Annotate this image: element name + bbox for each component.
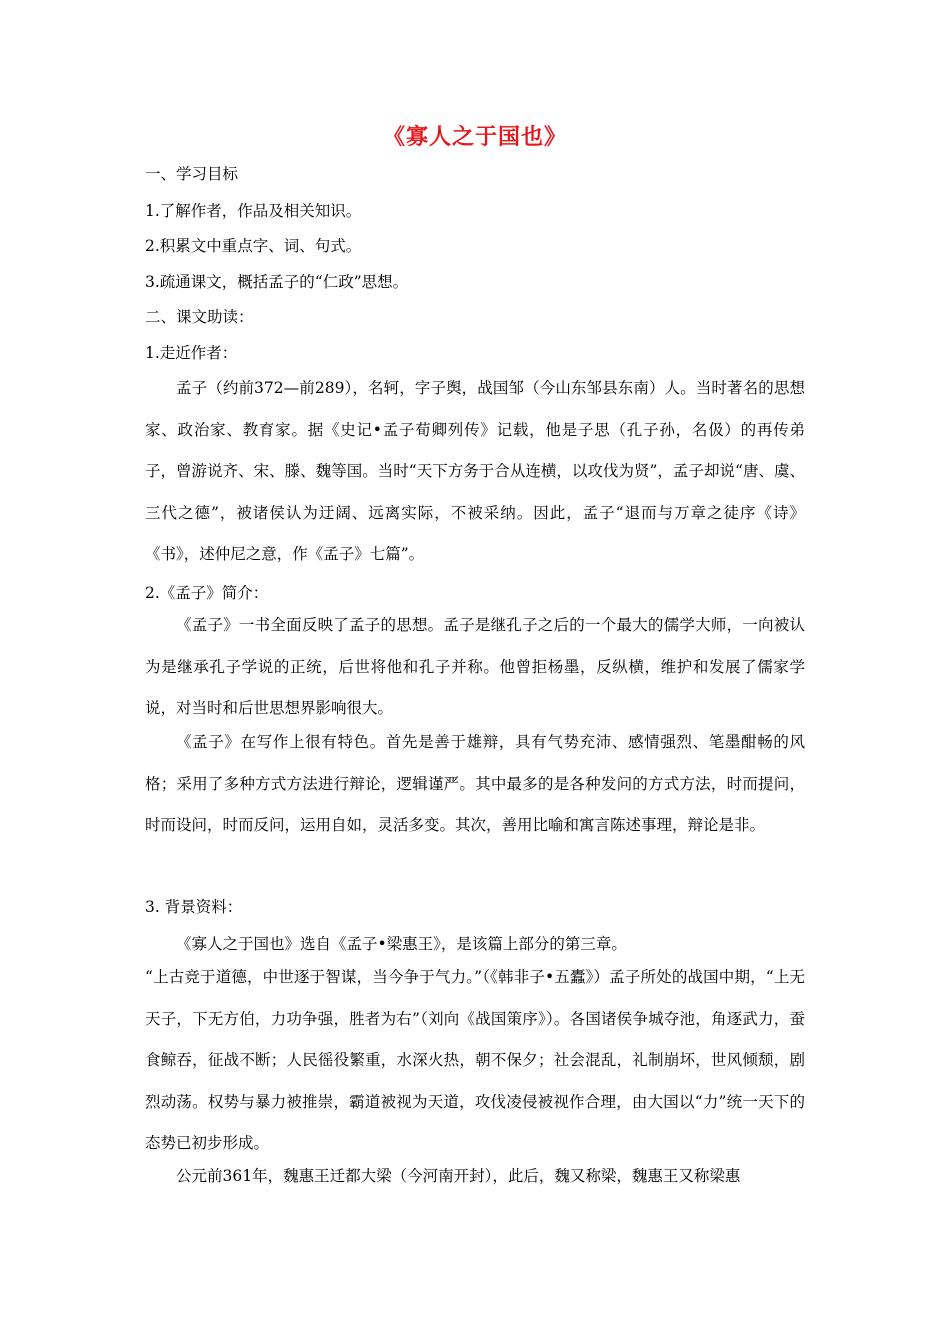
background-paragraph-2: “上古竞于道德，中世逐于智谋，当今争于气力。”（《韩非子•五蠹》）孟子所处的战国中期，“上无天子，下无方伯，力功争强，胜者为右”（刘向《战国策序》）。各国诸侯争城夺池，角逐武力，蚕食鲸吞，征战不断；人民徭役繁重，水深火热，朝不保夕；社会混乱，礼制崩坏，世风倾颓，剧烈动荡。权势与暴力被推崇，霸道被视为天道，攻伐凌侵被视作合理，由大国以“力”统一天下的态势已初步形成。 (145, 968, 805, 1153)
author-paragraph: 孟子（约前372—前289），名轲，字子舆，战国邹（今山东邹县东南）人。当时著名的思想家、政治家、教育家。据《史记•孟子荀卿列传》记载，他是子思（孔子孙，名伋）的再传弟子，曾游说齐、宋、滕、魏等国。当时“天下方务于合从连横，以攻伐为贤”，孟子却说“唐、虞、三代之德”，被诸侯认为迂阔、远离实际，不被采纳。因此，孟子“退而与万章之徒序《诗》《书》，述仲尼之意，作《孟子》七篇”。 (145, 379, 805, 564)
goal-item-1: 1.了解作者，作品及相关知识。 (145, 202, 362, 220)
goal-item-2: 2.积累文中重点字、词、句式。 (145, 237, 362, 255)
section-heading-goals: 一、学习目标 (145, 165, 239, 183)
subheading-author: 1.走近作者： (145, 344, 238, 362)
subheading-mencius-intro: 2.《孟子》简介： (145, 584, 269, 602)
mencius-intro-paragraph-2: 《孟子》在写作上很有特色。首先是善于雄辩，具有气势充沛、感情强烈、笔墨酣畅的风格；采用了多种方式方法进行辩论，逻辑谨严。其中最多的是各种发问的方式方法，时而提问，时而设问，时而反问，运用自如，灵活多变。其次，善用比喻和寓言陈述事理，辩论是非。 (145, 733, 805, 835)
document-title: 《寡人之于国也》 (382, 124, 567, 150)
background-paragraph-1: 《寡人之于国也》选自《孟子•梁惠王》，是该篇上部分的第三章。 (176, 935, 627, 953)
background-paragraph-3: 公元前361年，魏惠王迁都大梁（今河南开封），此后，魏又称梁，魏惠王又称梁惠 (176, 1167, 741, 1185)
goal-item-3: 3.疏通课文，概括孟子的“仁政”思想。 (145, 273, 409, 291)
mencius-intro-paragraph-1: 《孟子》一书全面反映了孟子的思想。孟子是继孔子之后的一个最大的儒学大师，一向被认为是继承孔子学说的正统，后世将他和孔子并称。他曾拒杨墨，反纵横，维护和发展了儒家学说，对当时和后世思想界影响很大。 (145, 616, 805, 718)
section-heading-reading: 二、课文助读： (145, 308, 254, 326)
subheading-background: 3. 背景资料： (145, 898, 243, 916)
